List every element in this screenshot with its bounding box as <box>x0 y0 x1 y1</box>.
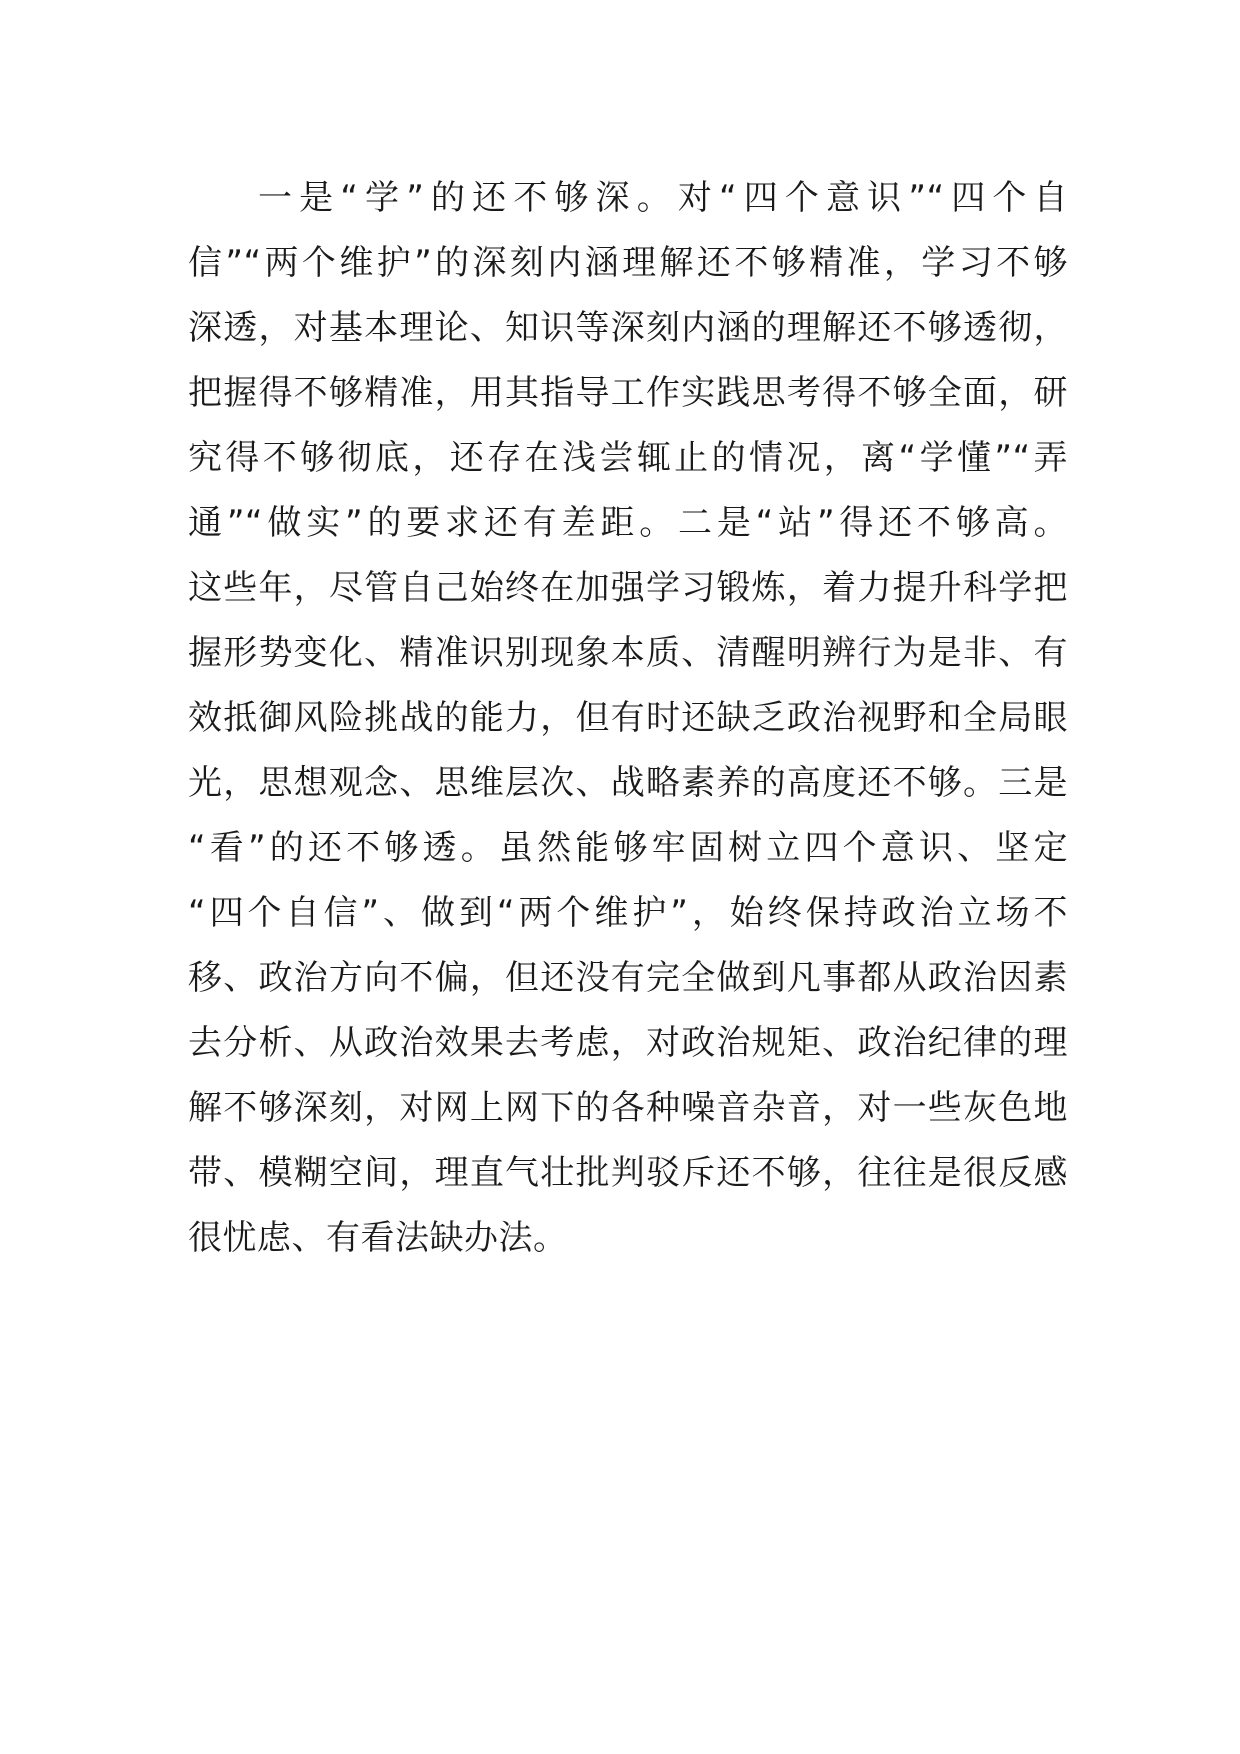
paragraph-line: 深透，对基本理论、知识等深刻内涵的理解还不够透彻， <box>188 308 1068 348</box>
paragraph-line: 究得不够彻底，还存在浅尝辄止的情况，离“学懂”“弄 <box>188 438 1068 478</box>
paragraph-line: 很忧虑、有看法缺办法。 <box>188 1218 568 1258</box>
paragraph-line: “看”的还不够透。虽然能够牢固树立四个意识、坚定 <box>188 828 1068 868</box>
paragraph-line: 把握得不够精准，用其指导工作实践思考得不够全面，研 <box>188 373 1068 413</box>
paragraph-line: 移、政治方向不偏，但还没有完全做到凡事都从政治因素 <box>188 958 1068 998</box>
paragraph-line: 一是“学”的还不够深。对“四个意识”“四个自 <box>258 178 1068 218</box>
paragraph-line: 信”“两个维护”的深刻内涵理解还不够精准，学习不够 <box>188 243 1068 283</box>
paragraph-line: 握形势变化、精准识别现象本质、清醒明辨行为是非、有 <box>188 633 1068 673</box>
paragraph-line: 去分析、从政治效果去考虑，对政治规矩、政治纪律的理 <box>188 1023 1068 1063</box>
paragraph-line: 效抵御风险挑战的能力，但有时还缺乏政治视野和全局眼 <box>188 698 1068 738</box>
paragraph-line: 通”“做实”的要求还有差距。二是“站”得还不够高。 <box>188 503 1068 543</box>
body-paragraph <box>188 166 1068 1271</box>
paragraph-line: 光，思想观念、思维层次、战略素养的高度还不够。三是 <box>188 763 1068 803</box>
paragraph-line: 这些年，尽管自己始终在加强学习锻炼，着力提升科学把 <box>188 568 1068 608</box>
paragraph-line: 解不够深刻，对网上网下的各种噪音杂音，对一些灰色地 <box>188 1088 1068 1128</box>
paragraph-line: 带、模糊空间，理直气壮批判驳斥还不够，往往是很反感 <box>188 1153 1068 1193</box>
paragraph-line: “四个自信”、做到“两个维护”，始终保持政治立场不 <box>188 893 1068 933</box>
